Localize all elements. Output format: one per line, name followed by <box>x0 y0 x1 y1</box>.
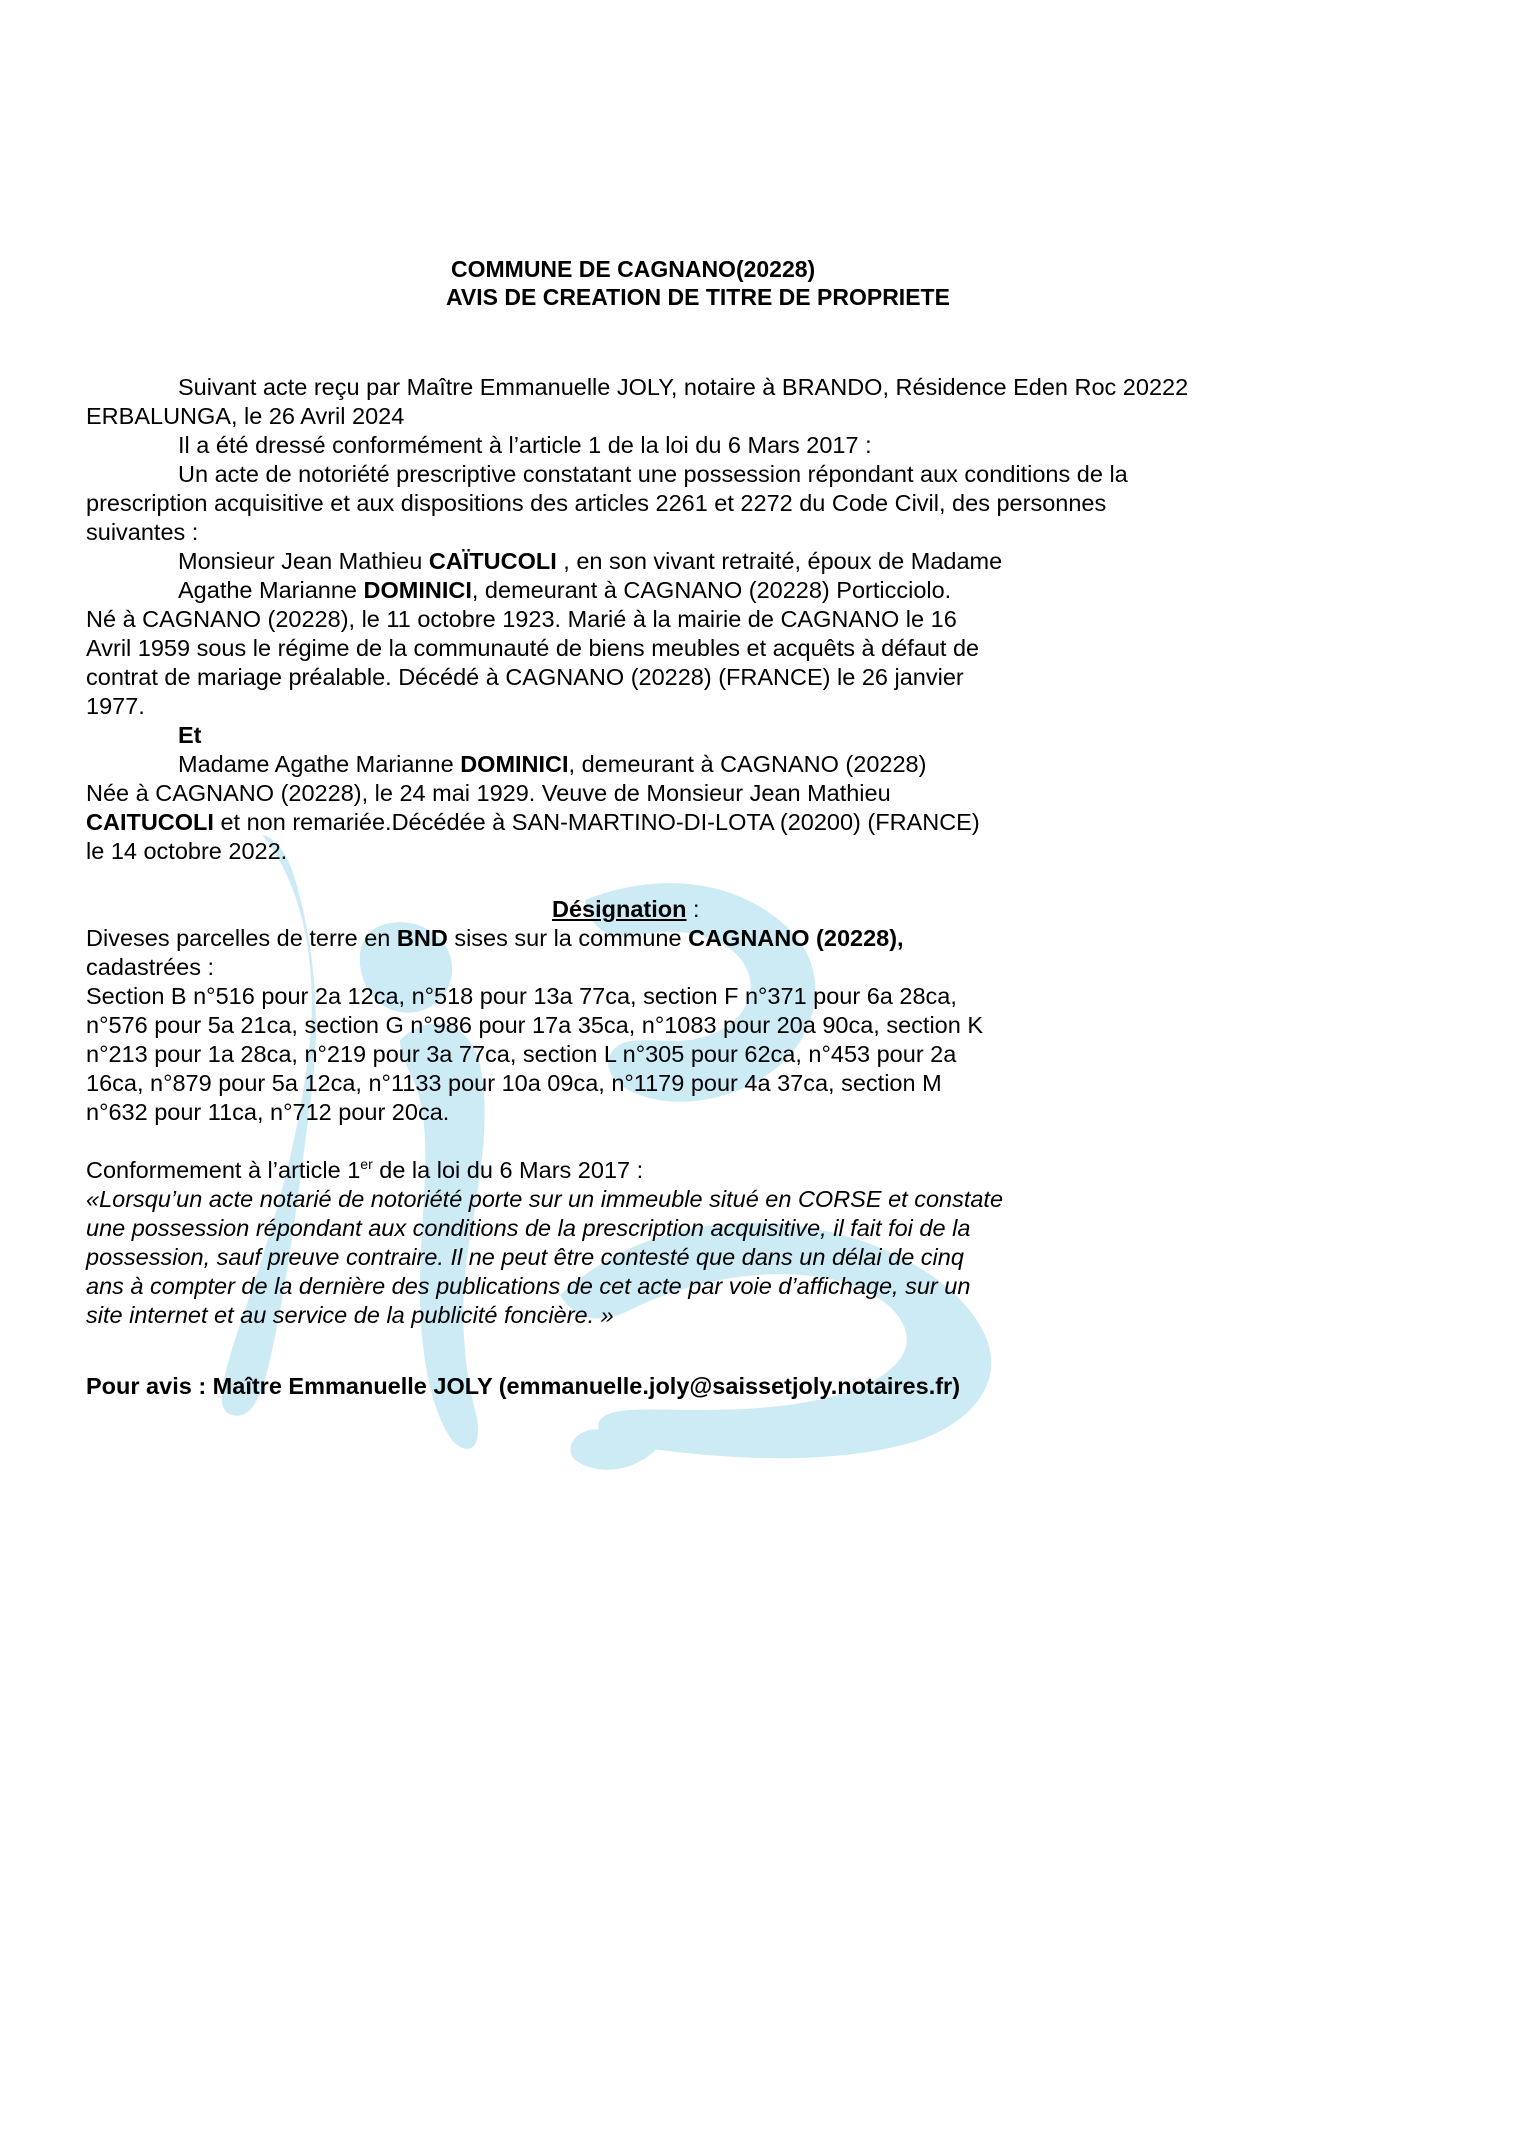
person1-line-3: Né à CAGNANO (20228), le 11 octobre 1923. Marié à la mairie de CAGNANO le 16 <box>86 606 957 632</box>
intro-line-2: ERBALUNGA, le 26 Avril 2024 <box>86 403 405 429</box>
designation-text: sises sur la commune <box>447 925 689 951</box>
designation-line-3: Section B n°516 pour 2a 12ca, n°518 pour 13a 77ca, section F n°371 pour 6a 28ca, <box>86 983 957 1009</box>
intro-line-3: Il a été dressé conformément à l’article 1 de la loi du 6 Mars 2017 : <box>178 432 872 458</box>
footer-notice: Pour avis : Maître Emmanuelle JOLY (emmanuelle.joly@saissetjoly.notaires.fr) <box>86 1373 961 1399</box>
intro-line-5: prescription acquisitive et aux dispositions des articles 2261 et 2272 du Code Civil, des personnes <box>86 490 1107 516</box>
person1-text: , en son vivant retraité, époux de Madame <box>556 548 1003 574</box>
law-intro-text: Conformement à l’article 1 <box>86 1157 361 1183</box>
intro-line-1: Suivant acte reçu par Maître Emmanuelle JOLY, notaire à BRANDO, Résidence Eden Roc 20222 <box>178 374 1189 400</box>
designation-title: Désignation <box>552 896 687 922</box>
intro-line-6: suivantes : <box>86 519 199 545</box>
person2-surname: DOMINICI <box>460 751 569 777</box>
header-commune: COMMUNE DE CAGNANO(20228) <box>451 256 816 282</box>
designation-line-7: n°632 pour 11ca, n°712 pour 20ca. <box>86 1099 450 1125</box>
law-quote-line-2: une possession répondant aux conditions de la prescription acquisitive, il fait foi de la <box>86 1215 971 1241</box>
person2-line-1 <box>178 750 926 779</box>
designation-line-5: n°213 pour 1a 28ca, n°219 pour 3a 77ca, section L n°305 pour 62ca, n°453 pour 2a <box>86 1041 957 1067</box>
law-intro-superscript: er <box>360 1156 373 1173</box>
person1-spouse-surname: DOMINICI <box>363 577 472 603</box>
person1-line-5: contrat de mariage préalable. Décédé à CAGNANO (20228) (FRANCE) le 26 janvier <box>86 664 964 690</box>
designation-colon: : <box>686 896 700 922</box>
person2-line-3 <box>86 808 980 837</box>
designation-line-2: cadastrées : <box>86 954 215 980</box>
designation-heading <box>552 895 700 924</box>
intro-line-4: Un acte de notoriété prescriptive constatant une possession répondant aux conditions de la <box>178 461 1128 487</box>
law-quote-line-5: site internet et au service de la publicité foncière. » <box>86 1302 614 1328</box>
designation-line-6: 16ca, n°879 pour 5a 12ca, n°1133 pour 10a 09ca, n°1179 pour 4a 37ca, section M <box>86 1070 942 1096</box>
person1-surname: CAÏTUCOLI <box>428 548 557 574</box>
law-quote-line-1: «Lorsqu’un acte notarié de notoriété porte sur un immeuble situé en CORSE et constate <box>86 1186 1004 1212</box>
designation-line-1 <box>86 924 904 953</box>
person1-line-1 <box>178 547 1002 576</box>
person1-text: Monsieur Jean Mathieu <box>178 548 429 574</box>
person2-line-2: Née à CAGNANO (20228), le 24 mai 1929. Veuve de Monsieur Jean Mathieu <box>86 780 891 806</box>
designation-text: Diveses parcelles de terre en <box>86 925 397 951</box>
person2-line-4: le 14 octobre 2022. <box>86 838 288 864</box>
law-intro-text: de la loi du 6 Mars 2017 : <box>372 1157 644 1183</box>
designation-line-4: n°576 pour 5a 21ca, section G n°986 pour 17a 35ca, n°1083 pour 20a 90ca, section K <box>86 1012 984 1038</box>
law-intro <box>86 1156 643 1185</box>
person2-text: , demeurant à CAGNANO (20228) <box>568 751 927 777</box>
header-title: AVIS DE CREATION DE TITRE DE PROPRIETE <box>446 284 950 310</box>
person1-text: Agathe Marianne <box>178 577 364 603</box>
person1-line-2 <box>178 576 951 605</box>
and-label: Et <box>178 722 202 748</box>
person1-line-4: Avril 1959 sous le régime de la communauté de biens meubles et acquêts à défaut de <box>86 635 980 661</box>
designation-bnd: BND <box>396 925 448 951</box>
person1-line-6: 1977. <box>86 693 145 719</box>
designation-commune: CAGNANO (20228), <box>688 925 904 951</box>
person2-text: Madame Agathe Marianne <box>178 751 461 777</box>
person1-text: , demeurant à CAGNANO (20228) Porticciolo. <box>471 577 952 603</box>
person2-text: et non remariée.Décédée à SAN-MARTINO-DI-LOTA (20200) (FRANCE) <box>213 809 980 835</box>
law-quote-line-4: ans à compter de la dernière des publications de cet acte par voie d’affichage, sur un <box>86 1273 971 1299</box>
person2-spouse-surname: CAITUCOLI <box>86 809 214 835</box>
law-quote-line-3: possession, sauf preuve contraire. Il ne peut être contesté que dans un délai de cinq <box>86 1244 964 1270</box>
